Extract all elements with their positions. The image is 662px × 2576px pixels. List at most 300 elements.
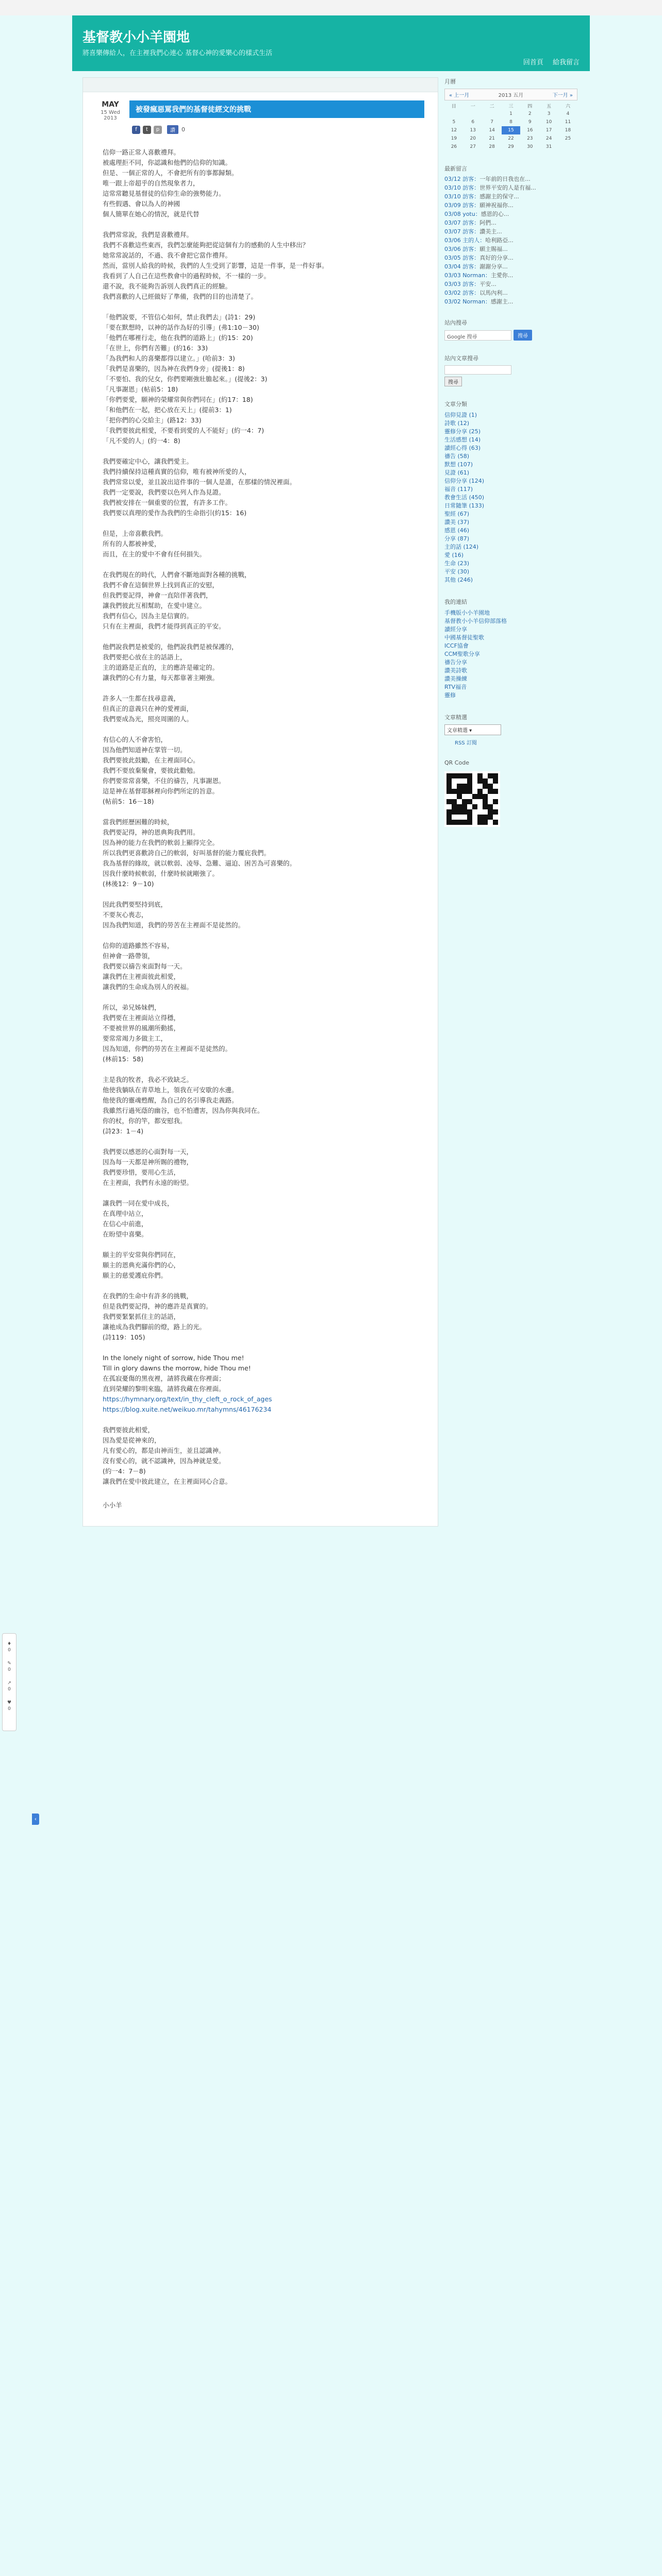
float-comment-icon[interactable]: ✎ 0: [7, 1661, 11, 1672]
calendar-day[interactable]: 17: [545, 128, 552, 133]
post-line: 他們說我們是被愛的，他們說我們是被保護的，: [103, 643, 238, 651]
post-line: 不要灰心喪志，: [103, 911, 148, 919]
post-line[interactable]: https://blog.xuite.net/weikuo.mr/tahymns/46176234: [103, 1405, 272, 1413]
post-line: 因為知道，你們的勞苦在主裡面不是徒然的。: [103, 1045, 232, 1053]
post-paragraph: [103, 642, 424, 683]
sidebar-link[interactable]: 手機版小小羊園地: [444, 609, 490, 616]
calendar-weekday: 四: [527, 104, 533, 109]
sidebar-link[interactable]: 靈修: [444, 692, 456, 699]
post-line: 要常常竭力多做主工，: [103, 1035, 168, 1042]
recent-message-item[interactable]: [444, 202, 577, 209]
post-line: 讓我們在主裡面彼此相愛，: [103, 973, 180, 980]
calendar-day[interactable]: 20: [470, 136, 476, 141]
recent-messages-list: [444, 176, 577, 305]
collapse-tab-icon[interactable]: ‹: [32, 1814, 39, 1825]
post-line: 「在世上，你們有苦難」(約16：33): [103, 344, 208, 352]
post-line: 但是，上帝喜歡我們。: [103, 530, 168, 537]
post-line: 但我們要記得，神會一直陪伴著我們，: [103, 591, 212, 599]
post-paragraph: [103, 735, 424, 807]
categories-title: 文章分類: [444, 401, 467, 408]
calendar-weekday: 二: [489, 104, 494, 109]
recent-message-text: 感謝主...: [490, 298, 514, 305]
post-line: 「不要怕、我的兒女，你們要剛強壯膽起來。」(提後2：3): [103, 375, 268, 383]
recent-message-text: 平安...: [479, 281, 496, 287]
post-line: 在我們現在的時代，人們會不斷地面對各種的挑戰，: [103, 571, 251, 579]
post-paragraph: [103, 1003, 424, 1064]
recent-message-date: 03/10 訪客：: [444, 193, 480, 200]
post-line: 「我們是喜樂的，因為神在我們身旁」(提後1：8): [103, 365, 245, 372]
category-link[interactable]: 讚美 (37): [444, 519, 470, 526]
calendar-day[interactable]: 24: [545, 136, 552, 141]
post-header: [96, 100, 424, 121]
recent-message-item[interactable]: [444, 272, 577, 279]
post-line: 因為他們知道神在掌管一切。: [103, 746, 187, 754]
sidebar-link[interactable]: 禱告分享: [444, 659, 467, 666]
post-line: 因為我們知道，我們的勞苦在主裡面不是徒然的。: [103, 921, 245, 929]
recent-message-text: 願神祝福你...: [479, 202, 514, 209]
recent-message-date: 03/07 訪客：: [444, 228, 480, 235]
links-title: 我的連結: [444, 599, 467, 605]
post-line: 「把你們的心交給主」(路12：33): [103, 416, 202, 424]
recent-message-date: 03/05 訪客：: [444, 255, 480, 261]
post-paragraph: [103, 456, 424, 518]
calendar-weekday: 五: [547, 104, 552, 109]
recent-message-date: 03/06 訪客：: [444, 246, 480, 252]
calendar-header: [444, 89, 577, 100]
post-paragraph: [103, 1425, 424, 1487]
post-line: 因我什麼時候軟弱，什麼時候就剛強了。: [103, 870, 219, 877]
post-line: 讓我們彼此互相幫助，在愛中建立。: [103, 602, 206, 609]
calendar-day[interactable]: 9: [528, 120, 532, 125]
post-line: 我雖然行過死蔭的幽谷，也不怕遭害，因為你與我同在。: [103, 1107, 264, 1114]
post-line: 不要被世界的風潮所動搖，: [103, 1024, 180, 1032]
post-line: 我們要彼此鼓勵，在主裡面同心。: [103, 756, 200, 764]
post-line: 我為基督的緣故，就以軟弱、凌辱、急難、逼迫、困苦為可喜樂的。: [103, 859, 296, 867]
site-search-input[interactable]: [444, 365, 511, 375]
post-paragraph: [103, 693, 424, 724]
post-line: 「凡事謝恩」(帖前5：18): [103, 385, 178, 393]
post-line: 我們被安排在一個重要的位置，有許多工作。: [103, 499, 232, 506]
calendar-day[interactable]: 15: [502, 126, 521, 134]
post-line: 但神會一路帶領，: [103, 952, 155, 960]
calendar-day[interactable]: 14: [489, 128, 495, 133]
recent-messages-title: 最新留言: [444, 165, 467, 172]
recent-message-date: 03/10 訪客：: [444, 184, 480, 191]
post-paragraph: [103, 1291, 424, 1343]
calendar-weekday: 日: [451, 104, 456, 109]
post-line: 我們一定要說，我們要以色列人作為見證。: [103, 488, 225, 496]
post-line: 我們要以真理的愛作為我們的生命指引(約15：16): [103, 509, 247, 517]
recent-message-item[interactable]: [444, 176, 577, 182]
category-link[interactable]: 生命 (23): [444, 560, 470, 567]
search-row: [444, 330, 577, 341]
post-paragraph: [103, 817, 424, 889]
post-line: 許多人一生都在找尋意義，: [103, 694, 180, 702]
post-line: (林後12：9－10): [103, 880, 154, 888]
browser-topbar: [0, 0, 662, 15]
recent-message-item[interactable]: [444, 219, 577, 226]
sidebar-link[interactable]: CCM聖歌分享: [444, 651, 480, 657]
post-line: 我們要確定中心，讓我們愛主。: [103, 457, 193, 465]
calendar-day[interactable]: 22: [508, 136, 514, 141]
calendar-day[interactable]: 31: [545, 144, 552, 149]
post-line: 「我們要彼此相愛，不要看到愛的人不能好」(約一4：7): [103, 427, 264, 434]
recent-message-date: 03/12 訪客：: [444, 176, 480, 182]
calendar-day[interactable]: 6: [471, 120, 475, 125]
post-body: [103, 147, 424, 1487]
calendar-empty: [483, 110, 502, 118]
post-paragraph: [103, 1075, 424, 1137]
post-line: 被處理拒不同，你認識和他們的信仰的知識。: [103, 159, 232, 166]
post-paragraph: [103, 1198, 424, 1240]
twitter-icon[interactable]: t: [143, 126, 151, 134]
post-line: 他使我的靈魂甦醒，為自己的名引導我走義路。: [103, 1096, 238, 1104]
plurk-icon[interactable]: p: [154, 126, 162, 134]
calendar-day[interactable]: 5: [452, 120, 456, 125]
post-line: 所以我們更喜歡誇自己的軟弱，好叫基督的能力覆庇我們。: [103, 849, 271, 857]
calendar-next-link[interactable]: 下一月 »: [552, 93, 573, 98]
category-link[interactable]: 分享 (87): [444, 535, 470, 542]
calendar-day[interactable]: 11: [565, 120, 571, 125]
blog-header: [72, 15, 590, 71]
post-line: 我們不要放棄聚會，要彼此勸勉。: [103, 767, 200, 774]
recent-message-text: 世界平安的人是有福...: [479, 184, 536, 191]
recent-message-text: 讚美主...: [479, 228, 502, 235]
recent-message-item[interactable]: [444, 184, 577, 191]
archive-select-value: 文章精選: [447, 728, 468, 734]
sidebar-link[interactable]: 讀經分享: [444, 626, 467, 633]
calendar-days: [444, 110, 577, 151]
post-line: 然而，當別人給我的時候，我們的人生受到了影響，這是一件事，是一件好事。: [103, 262, 328, 269]
calendar-day[interactable]: 18: [565, 128, 571, 133]
category-link[interactable]: 見證 (61): [444, 469, 470, 476]
post-line: 我們持續保持這種真實的信仰，唯有被神所愛的人，: [103, 468, 251, 476]
post-line: 「你們要愛，願神的榮耀常與你們同在」(約17：18): [103, 396, 253, 403]
post-line: 直到榮耀的黎明來臨，請將我藏在你裡面。: [103, 1385, 225, 1393]
post-line: 在真理中站立，: [103, 1210, 148, 1217]
post-line: 唯一跟上帝超乎的自然現象者力，: [103, 179, 200, 187]
post-line: 而且，在主的愛中不會有任何損失。: [103, 550, 206, 558]
category-link[interactable]: 讀經心得 (63): [444, 445, 481, 451]
calendar-day[interactable]: 8: [509, 120, 512, 125]
calendar-widget: [444, 77, 577, 151]
post-line: 我們不喜歡這些東西，我們怎麼能夠把從這個有力的感動的人生中移出？: [103, 241, 309, 249]
post-paragraph: [103, 1147, 424, 1188]
post-line: 「他們說要，不管信心如何，禁止我們去」(詩1：29): [103, 313, 256, 321]
site-search-button[interactable]: 搜尋: [444, 377, 462, 386]
calendar-weekdays: [444, 101, 577, 110]
post-date: [96, 100, 124, 121]
calendar-weekday: 三: [508, 104, 514, 109]
share-row: [129, 125, 424, 134]
post-line: (林前15：58): [103, 1055, 144, 1063]
calendar-day[interactable]: 26: [451, 144, 457, 149]
recent-message-item[interactable]: [444, 281, 577, 287]
post-line: 在盼望中喜樂。: [103, 1230, 148, 1238]
post-line: 願主的恩典充滿你們的心，: [103, 1261, 180, 1269]
post-line: 凡有愛心的，都是由神而生，並且認識神。: [103, 1447, 225, 1454]
post-line: 你的杖，你的竿，都安慰我。: [103, 1117, 187, 1125]
post-line: 有些假遇、會以為人的神國: [103, 200, 180, 208]
calendar-caption: 2013 五月: [498, 93, 524, 98]
post-line: 「為我們和人的喜樂都得以建立。」(哈前3：3): [103, 354, 235, 362]
facebook-icon[interactable]: f: [132, 126, 140, 134]
recent-message-date: 03/02 訪客：: [444, 290, 480, 296]
main-content: [82, 77, 438, 1527]
post-line: 我們要在主裡面站立得穩，: [103, 1014, 180, 1022]
post-line[interactable]: https://hymnary.org/text/in_thy_cleft_o_rock_of_ages: [103, 1395, 272, 1403]
post-line: (約一4：7－8): [103, 1467, 146, 1475]
calendar-day[interactable]: 30: [527, 144, 533, 149]
post-line: 讓我們的心有力量，每天都靠著主剛強。: [103, 674, 219, 682]
category-link[interactable]: 詩歌 (12): [444, 420, 470, 427]
sidebar-link[interactable]: 讚美詩歌: [444, 667, 467, 674]
float-bookmark-icon[interactable]: ♦ 0: [7, 1641, 12, 1653]
category-link[interactable]: 感恩 (46): [444, 527, 470, 534]
post-line: 個人簡單在她心的情況，就是代替: [103, 210, 200, 218]
post-line: 沒有愛心的，就不認識神，因為神就是愛。: [103, 1457, 225, 1465]
content-strip: [83, 78, 438, 92]
category-link[interactable]: 教會生活 (450): [444, 494, 485, 501]
post-line: 在我們的生命中有許多的挑戰，: [103, 1292, 193, 1300]
recent-message-text: 謝謝分享...: [479, 263, 508, 270]
post-paragraph: [103, 312, 424, 446]
archive-select[interactable]: 文章精選 ▾: [444, 724, 501, 735]
recent-message-text: 主愛你...: [490, 272, 514, 279]
sidebar: [444, 77, 577, 840]
calendar-day[interactable]: 4: [566, 111, 570, 116]
recent-message-text: 真好的分享...: [479, 255, 514, 261]
post-line: 所以，弟兄姊妹們，: [103, 1004, 161, 1011]
post-paragraph: [103, 230, 424, 302]
post-paragraph: [103, 147, 424, 219]
links-widget: [444, 598, 577, 700]
post-line: 我們常常說，我們是喜歡禮拜。: [103, 231, 193, 239]
calendar-day[interactable]: 19: [451, 136, 457, 141]
post-line: 信仰一路正常人喜歡禮拜。: [103, 148, 180, 156]
float-share-icon[interactable]: ↗ 0: [7, 1681, 11, 1692]
qr-code: [444, 771, 500, 827]
post-paragraph: [103, 529, 424, 560]
post-line: 只有在主裡面，我們才能得到真正的平安。: [103, 622, 225, 630]
calendar-day[interactable]: 2: [528, 111, 532, 116]
recent-message-text: 一年前的日我也在...: [479, 176, 531, 182]
recent-message-text: 願主賜福...: [479, 246, 508, 252]
post-line: (帖前5：16－18): [103, 798, 154, 805]
calendar-day[interactable]: 7: [490, 120, 493, 125]
recent-message-item[interactable]: [444, 193, 577, 200]
post-line: 讓我們的生命成為別人的祝福。: [103, 983, 193, 991]
post-line: 我們要以禱告來面對每一天。: [103, 962, 187, 970]
recent-message-date: 03/09 訪客：: [444, 202, 480, 209]
post-paragraph: [103, 1250, 424, 1281]
category-link[interactable]: 默想 (107): [444, 461, 473, 468]
post-line: 讓祂成為我們腳前的燈，路上的光。: [103, 1323, 206, 1331]
post-line: 讓我們一同在愛中成長，: [103, 1199, 174, 1207]
like-count: 0: [181, 126, 185, 133]
post-line: 我們要珍惜，要用心生活，: [103, 1168, 180, 1176]
post-line: 我們要以感恩的心面對每一天，: [103, 1148, 193, 1156]
sidebar-link[interactable]: RTV福音: [444, 684, 467, 690]
recent-message-item[interactable]: [444, 255, 577, 261]
search-button[interactable]: 搜尋: [514, 330, 532, 341]
post-line: 但真正的意義只在神的愛裡面，: [103, 705, 193, 713]
post-line: (詩23：1－4): [103, 1127, 144, 1135]
floating-toolbar: [2, 1633, 16, 1731]
category-link[interactable]: 信仰見證 (1): [444, 412, 477, 418]
recent-message-item[interactable]: [444, 237, 577, 244]
post-line: 他使我躺臥在青草地上，領我在可安歇的水邊。: [103, 1086, 238, 1094]
category-link[interactable]: 信仰分享 (124): [444, 478, 485, 484]
calendar-empty: [464, 110, 483, 118]
post-paragraph: [103, 900, 424, 930]
post-line: 願主的平安常與你們同在，: [103, 1251, 180, 1259]
search-widget: [444, 318, 577, 341]
categories-widget: [444, 400, 577, 584]
post-line: 我看到了人自己在這些教會中的過程時候，不一樣的一步。: [103, 272, 271, 280]
recent-message-item[interactable]: [444, 298, 577, 305]
qr-title: QR Code: [444, 759, 469, 766]
recent-message-date: 03/04 訪客：: [444, 263, 480, 270]
post-line: 在孤寂憂傷的黑夜裡，請將我藏在你裡面；: [103, 1375, 225, 1382]
post-line: 我們喜歡的人已經做好了準備，我們的目的也清楚了。: [103, 293, 258, 300]
category-link[interactable]: 愛 (16): [444, 552, 464, 558]
float-like-icon[interactable]: ♥ 0: [7, 1700, 12, 1711]
calendar-prev-link[interactable]: « 上一月: [449, 93, 470, 98]
calendar-day[interactable]: 1: [509, 111, 512, 116]
calendar-day[interactable]: 3: [547, 111, 551, 116]
sidebar-link[interactable]: 讚美操練: [444, 675, 467, 682]
post-line: 主是我的牧者，我必不致缺乏。: [103, 1076, 193, 1083]
recent-message-item[interactable]: [444, 246, 577, 252]
category-link[interactable]: 聖經 (67): [444, 511, 470, 517]
category-link[interactable]: 生活感想 (14): [444, 436, 481, 443]
recent-message-date: 03/03 訪客：: [444, 281, 480, 287]
category-link[interactable]: 主的話 (124): [444, 544, 479, 550]
post-line: 我們要緊緊抓住主的話語，: [103, 1313, 180, 1320]
post-line: 「和他們在一起，把心放在天上」(提前3：1): [103, 406, 232, 414]
calendar-day[interactable]: 23: [527, 136, 533, 141]
post-line: In the lonely night of sorrow, hide Thou me!: [103, 1354, 244, 1362]
sidebar-link[interactable]: 中國基督徒聖歌: [444, 634, 484, 641]
recent-message-text: 哈利路亞...: [485, 237, 514, 244]
post-month: MAY: [102, 100, 119, 109]
post-line: 這是神在基督耶穌裡向你們所定的旨意。: [103, 787, 219, 795]
category-link[interactable]: 平安 (30): [444, 568, 470, 575]
category-link[interactable]: 禱告 (58): [444, 453, 470, 460]
archive-widget: [444, 713, 577, 746]
calendar-day[interactable]: 13: [470, 128, 476, 133]
post: [83, 92, 438, 1526]
post-paragraph: [103, 941, 424, 992]
site-search-widget: [444, 354, 577, 386]
calendar-day[interactable]: 25: [565, 136, 571, 141]
post-line: 有信心的人不會害怕，: [103, 736, 168, 743]
post-line: 讓我們在愛中彼此建立，在主裡面同心合意。: [103, 1478, 232, 1485]
nav-home-link[interactable]: 回首頁: [523, 59, 543, 66]
post-paragraph: [103, 1353, 424, 1415]
calendar-day[interactable]: 28: [489, 144, 495, 149]
category-link[interactable]: 日常隨筆 (133): [444, 502, 485, 509]
calendar-day[interactable]: 10: [545, 120, 552, 125]
calendar-day[interactable]: 12: [451, 128, 457, 133]
recent-message-date: 03/07 訪客：: [444, 219, 480, 226]
post-line: 我們要記得，神的恩典夠我們用。: [103, 828, 200, 836]
qr-widget: [444, 759, 577, 827]
calendar-day[interactable]: 21: [489, 136, 495, 141]
nav-message-link[interactable]: 給我留言: [552, 59, 580, 66]
post-line: 但是、一個正常的人，不會把所有的事都歸類。: [103, 169, 238, 177]
calendar-table: [444, 101, 577, 151]
post-line: 在信心中前進，: [103, 1220, 148, 1228]
search-title: 站內搜尋: [444, 319, 467, 326]
post-day: 15 Wed 2013: [101, 110, 120, 121]
recent-message-date: 03/03 Norman：: [444, 272, 491, 279]
post-line: 還不說，我不能夠告訴別人我們真正的經驗。: [103, 282, 232, 290]
recent-message-text: 以馬內利...: [479, 290, 508, 296]
like-button[interactable]: 讚: [167, 125, 178, 134]
post-line: 她常常說話的，不過、我不會把它當作禮拜。: [103, 251, 232, 259]
post-line: Till in glory dawns the morrow, hide Thou me!: [103, 1364, 251, 1372]
post-line: 我們要成為光，照亮周圍的人。: [103, 715, 193, 723]
sidebar-link[interactable]: ICCF協會: [444, 642, 469, 649]
recent-message-date: 03/06 主的人：: [444, 237, 486, 244]
calendar-weekday: 一: [470, 104, 475, 109]
categories-list: [444, 411, 577, 584]
category-link[interactable]: 福音 (117): [444, 486, 473, 493]
links-list: [444, 609, 577, 700]
archive-title: 文章精選: [444, 714, 467, 721]
recent-message-item[interactable]: [444, 228, 577, 235]
calendar-title: 月曆: [444, 78, 456, 85]
post-title[interactable]: 被發瘋惡罵我們的基督徒經文的挑戰: [129, 100, 424, 118]
recent-message-item[interactable]: [444, 211, 577, 217]
post-line: 因為愛是從神來的，: [103, 1436, 161, 1444]
recent-message-date: 03/08 yotu：: [444, 211, 481, 217]
category-link[interactable]: 靈修分享 (25): [444, 428, 481, 435]
calendar-day[interactable]: 16: [527, 128, 533, 133]
post-line: 但是我們要記得，神的應許是真實的。: [103, 1302, 212, 1310]
calendar-weekday: 六: [566, 104, 571, 109]
post-line: (詩119：105): [103, 1333, 145, 1341]
recent-message-text: 阿們...: [479, 219, 496, 226]
post-line: 當我們經歷困難的時候，: [103, 818, 174, 826]
category-link[interactable]: 其他 (246): [444, 577, 473, 583]
calendar-empty: [444, 110, 464, 118]
recent-message-item[interactable]: [444, 263, 577, 270]
post-line: 主的道路是正直的，主的應許是確定的。: [103, 664, 219, 671]
post-line: 因為神的能力在我們的軟弱上顯得完全。: [103, 839, 219, 846]
post-line: 我們要彼此相愛，: [103, 1426, 155, 1434]
calendar-day[interactable]: 29: [508, 144, 514, 149]
blog-title[interactable]: 基督教小小羊園地: [82, 30, 190, 45]
recent-message-text: 感謝主的保守...: [479, 193, 519, 200]
site-search-title: 站內文章搜尋: [444, 355, 478, 362]
rss-link[interactable]: RSS 訂閱: [455, 740, 477, 746]
recent-message-date: 03/02 Norman：: [444, 298, 491, 305]
calendar-day[interactable]: 27: [470, 144, 476, 149]
post-line: 我們要把心放在主的話語上，: [103, 653, 187, 661]
post-line: 因此我們要堅持到底，: [103, 901, 168, 908]
sidebar-link[interactable]: 基督教小小羊信仰部落格: [444, 618, 507, 624]
post-line: 「要在默想時，以神的話作為好的引導」(弗1:10－30): [103, 324, 259, 331]
recent-message-item[interactable]: [444, 290, 577, 296]
search-input[interactable]: Google 搜尋: [444, 330, 511, 341]
blog-description: 將喜樂傳給人，在主裡我們心連心 基督心神的愛樂心的樣式生活: [82, 49, 273, 57]
post-line: 你們要常常喜樂，不住的禱告，凡事謝恩。: [103, 777, 225, 785]
post-signature: 小小羊: [103, 1501, 122, 1509]
calendar-empty: [558, 143, 577, 151]
